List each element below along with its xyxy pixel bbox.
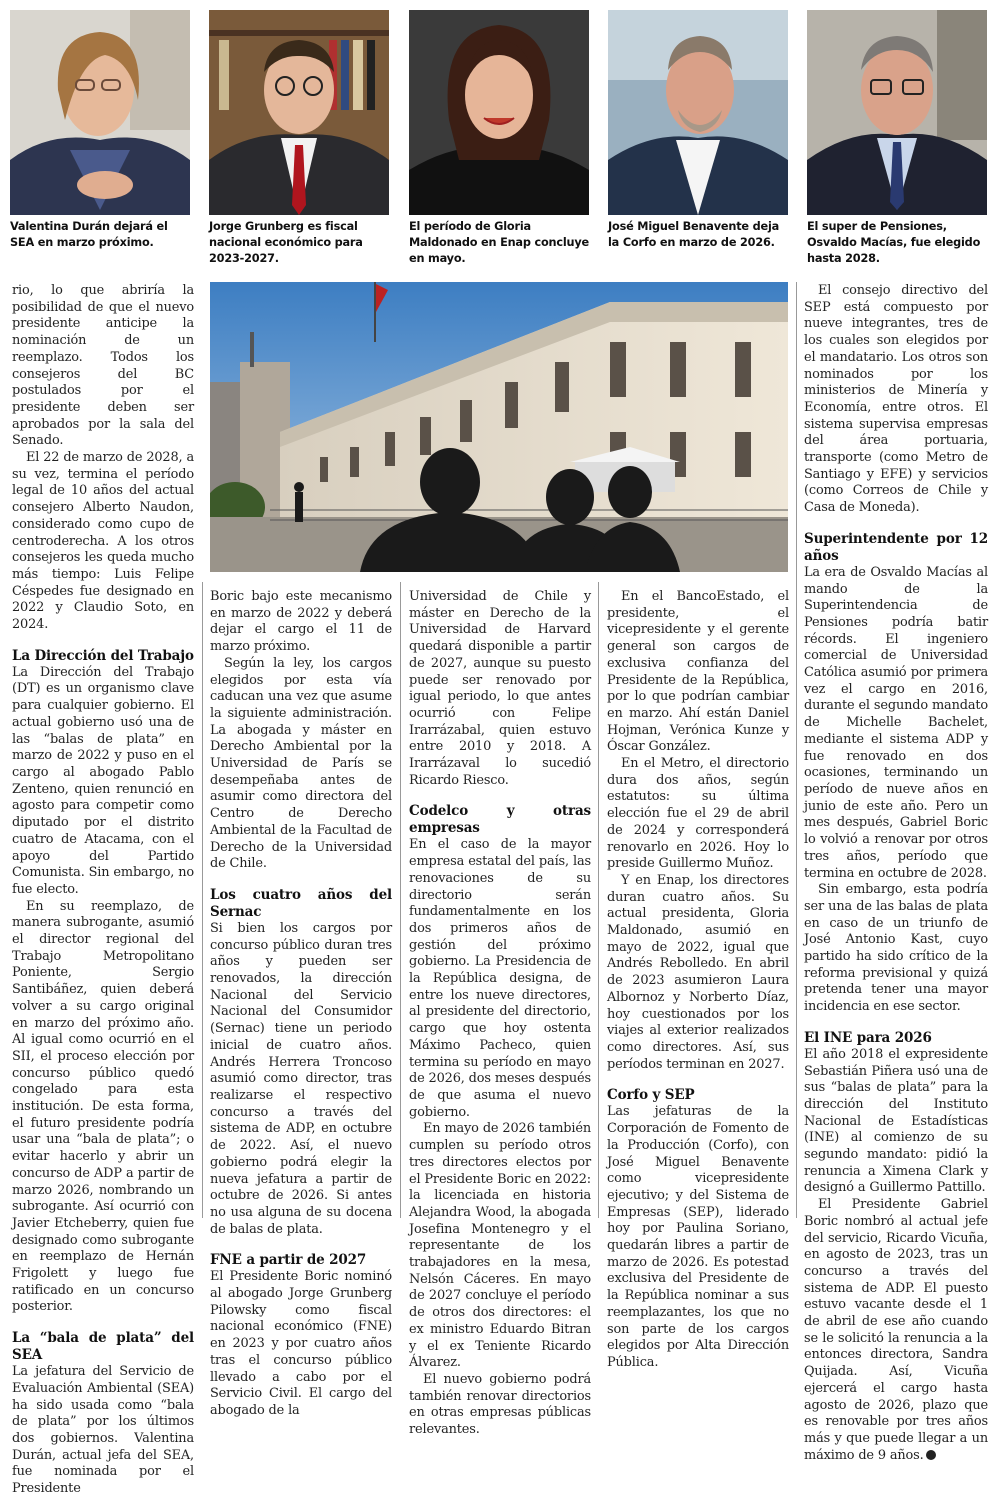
article-column-1 <box>12 283 194 1498</box>
paragraph: La era de Osvaldo Macías al mando de la Superintendencia de Pensiones podría batir récords. El ingeniero comercial de Universidad Católica asumió por primera vez el cargo en 2016, durante el segundo mandato de Michelle Bachelet, mediante el sistema ADP y fue renovado en dos ocasiones, terminando un período de nueve años en junio de este año. Pero un mes después, Gabriel Boric lo volvió a renovar por otros tres años, período que termina en octubre de 2028. <box>804 564 988 881</box>
portrait-caption: Jorge Grunberg es fiscal nacional económico para 2023-2027. <box>209 220 363 265</box>
portrait-card <box>209 10 389 267</box>
article-column-4 <box>607 589 789 1372</box>
column-rule <box>598 582 599 1218</box>
portrait-card <box>807 10 987 267</box>
paragraph: Boric bajo este mecanismo en marzo de 2022 y deberá dejar el cargo el 11 de marzo próximo. <box>210 589 392 655</box>
portrait-card <box>409 10 589 267</box>
paragraph: En el BancoEstado, el presidente, el vicepresidente y el gerente general son cargos de exclusiva confianza del Presidente de la República, por lo que podrían cambiar en marzo. Ahí están Daniel Hojman, Verónica Kunze y Óscar González. <box>607 589 789 755</box>
section-heading: Los cuatro años del Sernac <box>210 886 392 920</box>
column-rule <box>796 282 797 1218</box>
article-column-5 <box>804 283 988 1464</box>
portrait-photo <box>409 10 589 215</box>
article-column-3 <box>409 589 591 1439</box>
section-heading: Codelco y otras empresas <box>409 803 591 837</box>
paragraph: En su reemplazo, de manera subrogante, asumió el director regional del Trabajo Metropolitano Poniente, Sergio Santibáñez, quien deberá volver a su cargo original en marzo del próximo año. Al igual como ocurrió en el SII, el proceso elección por concurso público quedó congelado para esta institución. De esta forma, el futuro presidente podría usar una “bala de plata”; o evitar hacerlo y abrir un concurso de ADP a partir de marzo 2026, nombrando un subrogante. Así ocurrió con Javier Etcheberry, quien fue designado como subrogante en reemplazo de Hernán Frigolett y luego fue ratificado en un concurso posterior. <box>12 898 194 1315</box>
paragraph: El consejo directivo del SEP está compuesto por nueve integrantes, tres de los cuales son elegidos por el mandatario. Los otros son nominados por los ministerios de Minería y Economía, entre otros. El sistema supervisa empresas del área portuaria, transporte (como Metro de Santiago y EFE) y servicios (como Correos de Chile y Casa de Moneda). <box>804 283 988 516</box>
portrait-photo <box>10 10 190 215</box>
portrait-photo <box>209 10 389 215</box>
paragraph: El año 2018 el expresidente Sebastián Piñera usó una de sus “balas de plata” para la dirección del Instituto Nacional de Estadísticas (INE) al comienzo de su segundo mandato: pidió la renuncia a Ximena Clark y designó a Guillermo Pattillo. <box>804 1046 988 1196</box>
portrait-card <box>608 10 788 251</box>
column-rule <box>400 582 401 1218</box>
paragraph-text: El Presidente Gabriel Boric nombró al actual jefe del servicio, Ricardo Vicuña, en agosto de 2023, tras un concurso a través del sistema de ADP. El puesto estuvo vacante desde el 1 de abril de ese año cuando se le solicitó la renuncia a la entonces directora, Sandra Quijada. Así, Vicuña ejercerá el cargo hasta agosto de 2026, plazo que es renovable por tres años más y que puede llegar a un máximo de 9 años. <box>804 1197 988 1463</box>
paragraph: El nuevo gobierno podrá también renovar directorios en otras empresas públicas relevantes. <box>409 1371 591 1438</box>
portrait-caption: José Miguel Benavente deja la Corfo en marzo de 2026. <box>608 220 780 249</box>
column-rule <box>202 582 203 1218</box>
paragraph: En el caso de la mayor empresa estatal del país, las renovaciones de su directorio serán fundamentalmente en los dos primeros años de gestión del próximo gobierno. La Presidencia de la República designa, de entre los nueve directores, al presidente del directorio, cargo que hoy ostenta Máximo Pacheco, quien termina su período en mayo de 2026, dos meses después de que asuma el nuevo gobierno. <box>409 837 591 1120</box>
end-of-article-icon <box>926 1450 936 1460</box>
section-heading: Corfo y SEP <box>607 1087 695 1104</box>
paragraph: rio, lo que abriría la posibilidad de que el nuevo presidente anticipe la nominación de un reemplazo. Todos los consejeros del BC postulados por el presidente deben ser aprobados por la sala del Senado. <box>12 283 194 449</box>
paragraph: En mayo de 2026 también cumplen su período otros tres directores electos por el Presidente Boric en 2022: la licenciada en historia Alejandra Wood, la abogada Josefina Montenegro y el representante de los trabajadores en la mesa, Nelsón Cáceres. En mayo de 2027 concluye el período de otros dos directores: el ex ministro Eduardo Bitran y el ex Teniente Ricardo Álvarez. <box>409 1121 591 1371</box>
paragraph: Y en Enap, los directores duran cuatro años. Su actual presidenta, Gloria Maldonado, asumió en mayo de 2022, igual que Andrés Rebolledo. En abril de 2023 asumieron Laura Albornoz y Norberto Díaz, hoy cuestionados por los viajes al exterior realizados como directores. Así, sus períodos terminan en 2027. <box>607 872 789 1072</box>
portrait-photo <box>608 10 788 215</box>
portrait-caption: Valentina Durán dejará el SEA en marzo próximo. <box>10 220 168 249</box>
section-heading: La “bala de plata” del SEA <box>12 1330 194 1364</box>
paragraph <box>804 1197 988 1464</box>
section-heading: La Dirección del Trabajo <box>12 647 194 664</box>
paragraph: Según la ley, los cargos elegidos por esta vía caducan una vez que asume la siguiente administración. La abogada y máster en Derecho Ambiental por la Universidad de París se desempeñaba antes de asumir como directora del Centro de Derecho Ambiental de la Facultad de Derecho de la Universidad de Chile. <box>210 655 392 872</box>
la-moneda-photo <box>210 282 788 572</box>
portrait-caption: El super de Pensiones, Osvaldo Macías, fue elegido hasta 2028. <box>807 220 981 265</box>
portrait-photo <box>807 10 987 215</box>
paragraph: La Dirección del Trabajo (DT) es un organismo clave para cualquier gobierno. El actual gobierno usó una de las “balas de plata” en marzo de 2022 y puso en el cargo al abogado Pablo Zenteno, quien renunció en agosto para competir como diputado por el distrito cuatro de Atacama, con el apoyo del Partido Comunista. Sin embargo, no fue electo. <box>12 664 194 897</box>
paragraph: Sin embargo, esta podría ser una de las balas de plata en caso de un triunfo de José Antonio Kast, cuyo partido ha sido crítico de la reforma previsional y quizá pretenda tener una mayor incidencia en ese sector. <box>804 882 988 1015</box>
section-heading: FNE a partir de 2027 <box>210 1252 367 1269</box>
article-column-2 <box>210 589 392 1420</box>
paragraph: El Presidente Boric nominó al abogado Jorge Grunberg Pilowsky como fiscal nacional económico (FNE) en 2023 y por cuatro años tras el concurso público llevado a cabo por el Servicio Civil. El cargo del abogado de la <box>210 1269 392 1418</box>
portrait-card <box>10 10 190 251</box>
portrait-caption: El período de Gloria Maldonado en Enap concluye en mayo. <box>409 220 590 265</box>
paragraph: Las jefaturas de la Corporación de Fomento de la Producción (Corfo), con José Miguel Benavente como vicepresidente ejecutivo; y del Sistema de Empresas (SEP), liderado hoy por Paulina Soriano, quedarán libres a partir de marzo de 2026. Es potestad exclusiva del Presidente de la República nominar a sus reemplazantes, los que no son parte de los cargos elegidos por Alta Dirección Pública. <box>607 1104 789 1370</box>
paragraph: Si bien los cargos por concurso público duran tres años y pueden ser renovados, la dirección Nacional del Servicio Nacional del Consumidor (Sernac) tiene un periodo inicial de cuatro años. Andrés Herrera Troncoso asumió como director, tras realizarse el respectivo concurso a través del sistema de ADP, en octubre de 2022. Así, el nuevo gobierno podrá elegir la nueva jefatura a partir de octubre de 2026. Si antes no usa alguna de su docena de balas de plata. <box>210 920 392 1237</box>
section-heading: El INE para 2026 <box>804 1029 932 1046</box>
portrait-row <box>10 10 990 265</box>
section-heading: Superintendente por 12 años <box>804 530 988 564</box>
paragraph: La jefatura del Servicio de Evaluación Ambiental (SEA) ha sido usada como “bala de plata” por los últimos dos gobiernos. Valentina Durán, actual jefa del SEA, fue nominada por el Presidente <box>12 1364 194 1497</box>
paragraph: En el Metro, el directorio dura dos años, según estatutos: su última elección fue el 29 de abril de 2024 y corresponderá renovarlo en 2026. Hoy lo preside Guillermo Muñoz. <box>607 756 789 872</box>
paragraph: Universidad de Chile y máster en Derecho de la Universidad de Harvard quedará disponible a partir de 2027, aunque su puesto puede ser renovado por igual periodo, lo que antes ocurrió con Felipe Irarrázabal, quien estuvo entre 2010 y 2018. A Irarrázaval lo sucedió Ricardo Riesco. <box>409 589 591 788</box>
paragraph: El 22 de marzo de 2028, a su vez, termina el período legal de 10 años del actual consejero Alberto Naudon, considerado como cupo de centroderecha. A los otros consejeros les queda mucho más tiempo: Luis Felipe Céspedes fue designado en 2022 y Claudio Soto, en 2024. <box>12 450 194 633</box>
